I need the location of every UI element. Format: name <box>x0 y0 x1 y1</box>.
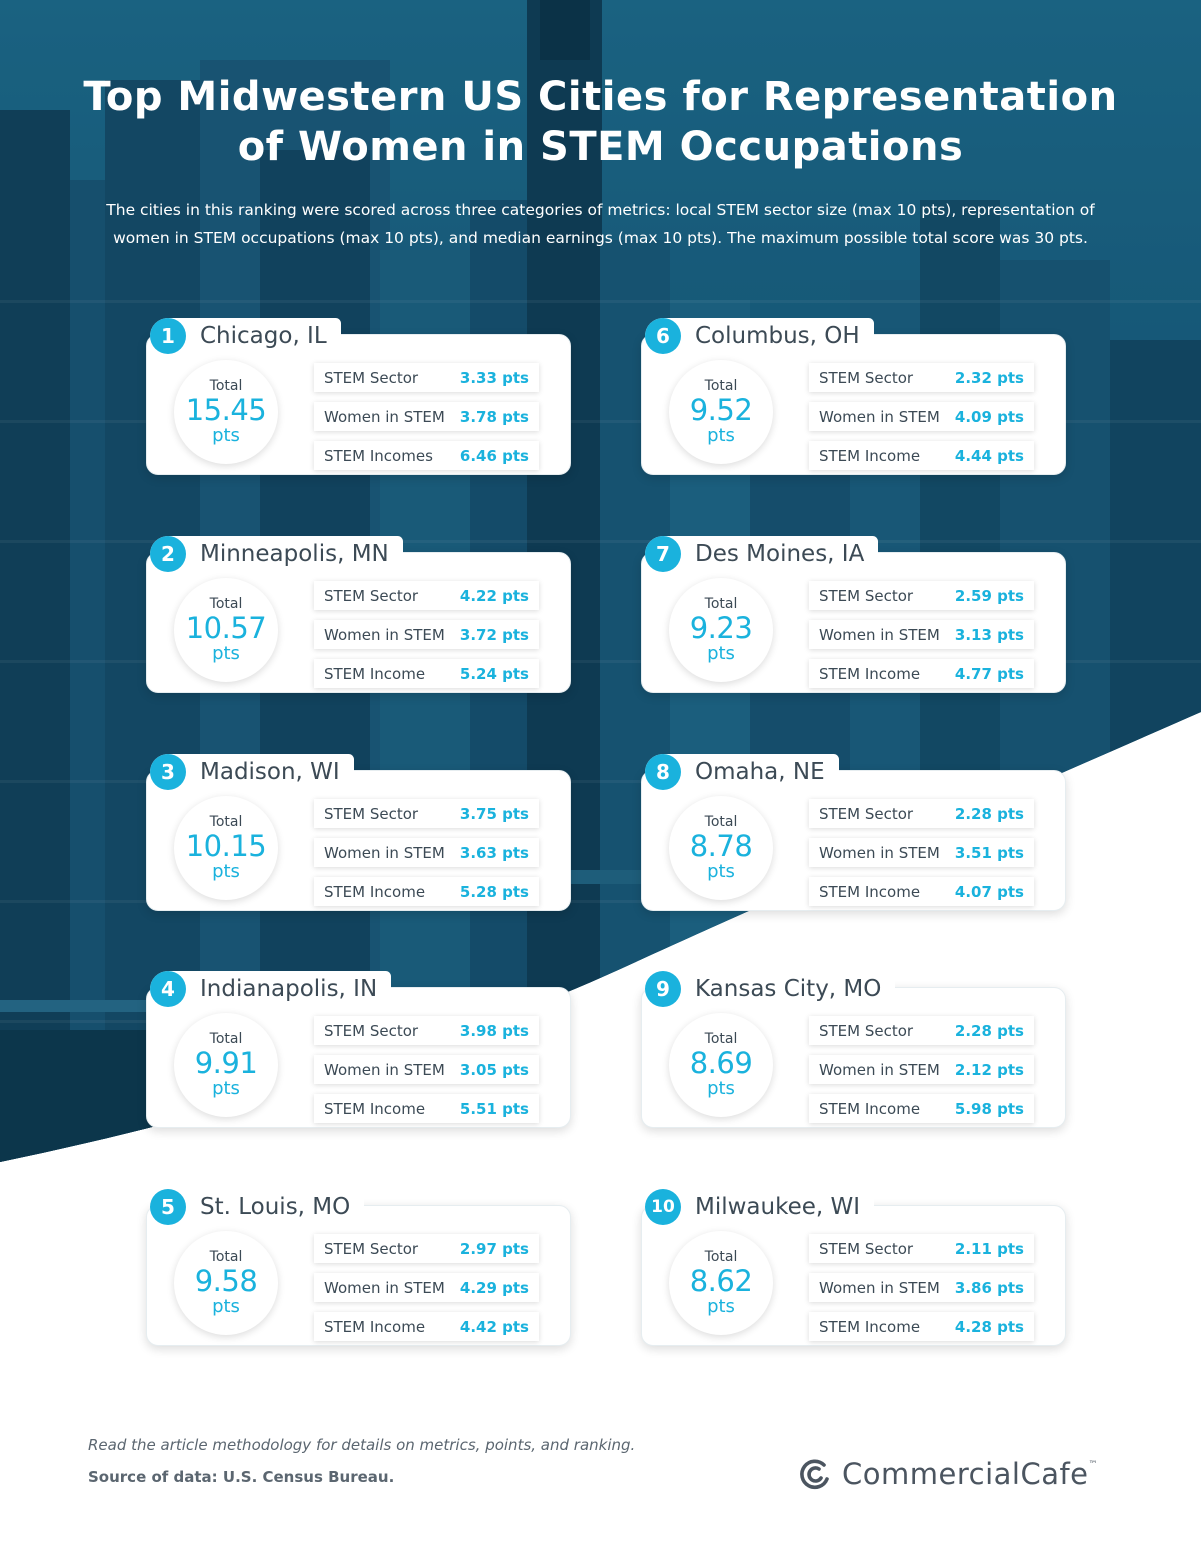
metric-label: STEM Income <box>819 446 921 465</box>
intro-line-2: women in STEM occupations (max 10 pts), and median earnings (max 10 pts). The maximum possible total score was 30 pts. <box>113 229 1088 247</box>
city-name: Indianapolis, IN <box>200 976 378 1002</box>
rank-badge: 10 <box>645 1189 681 1225</box>
metric-women-in-stem <box>314 1273 539 1302</box>
metric-stem-income <box>809 1094 1034 1123</box>
metric-value: 4.77 pts <box>954 664 1024 683</box>
metric-stem-income <box>314 1312 539 1341</box>
metric-label: STEM Sector <box>324 1021 419 1040</box>
metric-value: 6.46 pts <box>459 446 529 465</box>
total-label: Total <box>209 596 243 612</box>
total-value: 9.91 <box>194 1046 258 1080</box>
rank-badge: 6 <box>645 318 681 354</box>
total-score-circle <box>174 796 278 900</box>
metric-value: 3.13 pts <box>954 625 1024 644</box>
metric-stem-sector <box>314 1234 539 1263</box>
metric-label: STEM Income <box>819 882 921 901</box>
city-name: Omaha, NE <box>695 759 825 785</box>
metric-value: 4.07 pts <box>954 882 1024 901</box>
metric-stem-income <box>809 1312 1034 1341</box>
city-card-chicago <box>146 318 571 475</box>
total-value: 8.62 <box>689 1264 753 1298</box>
total-label: Total <box>704 596 738 612</box>
total-label: Total <box>704 378 738 394</box>
metric-stem-income <box>809 659 1034 688</box>
card-header <box>645 754 839 790</box>
metric-stem-sector <box>314 1016 539 1045</box>
metric-label: STEM Sector <box>819 804 914 823</box>
metric-value: 5.28 pts <box>459 882 529 901</box>
total-value: 15.45 <box>185 393 267 427</box>
card-header <box>645 971 895 1007</box>
metric-women-in-stem <box>809 838 1034 867</box>
methodology-note: Read the article methodology for details on metrics, points, and ranking. <box>88 1436 636 1454</box>
rank-badge: 7 <box>645 536 681 572</box>
metric-label: STEM Income <box>819 664 921 683</box>
city-card-st-louis <box>146 1189 571 1346</box>
metric-label: STEM Income <box>324 1099 426 1118</box>
city-card-madison <box>146 754 571 911</box>
total-unit: pts <box>707 861 735 882</box>
total-unit: pts <box>707 1078 735 1099</box>
metric-women-in-stem <box>809 620 1034 649</box>
title-line-1: Top Midwestern US Cities for Representation <box>83 74 1118 120</box>
total-unit: pts <box>707 1296 735 1317</box>
total-score-circle <box>174 1013 278 1117</box>
metric-stem-sector <box>809 363 1034 392</box>
metric-value: 2.59 pts <box>954 586 1024 605</box>
metric-stem-income <box>314 659 539 688</box>
metric-women-in-stem <box>314 402 539 431</box>
intro-text <box>100 196 1101 252</box>
metric-value: 3.51 pts <box>954 843 1024 862</box>
city-name: Minneapolis, MN <box>200 541 389 567</box>
total-unit: pts <box>212 1296 240 1317</box>
rank-badge: 8 <box>645 754 681 790</box>
metric-stem-sector <box>809 799 1034 828</box>
metric-stem-sector <box>314 363 539 392</box>
total-value: 8.78 <box>689 829 753 863</box>
rank-badge: 4 <box>150 971 186 1007</box>
metric-women-in-stem <box>314 1055 539 1084</box>
metric-label: STEM Incomes <box>324 446 433 465</box>
city-name: Columbus, OH <box>695 323 860 349</box>
rank-badge: 3 <box>150 754 186 790</box>
card-header <box>150 318 341 354</box>
metric-value: 2.32 pts <box>954 368 1024 387</box>
total-unit: pts <box>212 643 240 664</box>
title-line-2: of Women in STEM Occupations <box>237 124 964 170</box>
total-score-circle <box>669 796 773 900</box>
metric-women-in-stem <box>809 1273 1034 1302</box>
metric-value: 3.33 pts <box>459 368 529 387</box>
metric-stem-income <box>809 441 1034 470</box>
metric-value: 4.09 pts <box>954 407 1024 426</box>
city-card-kansas-city <box>641 971 1066 1128</box>
metric-label: STEM Income <box>819 1317 921 1336</box>
metric-value: 3.75 pts <box>459 804 529 823</box>
metric-value: 2.97 pts <box>459 1239 529 1258</box>
metric-value: 3.78 pts <box>459 407 529 426</box>
card-header <box>645 318 874 354</box>
total-value: 8.69 <box>689 1046 753 1080</box>
metric-label: STEM Income <box>324 882 426 901</box>
city-name: Milwaukee, WI <box>695 1194 861 1220</box>
city-card-omaha <box>641 754 1066 911</box>
metric-women-in-stem <box>809 1055 1034 1084</box>
metric-stem-sector <box>314 799 539 828</box>
metric-label: Women in STEM <box>819 1278 940 1297</box>
metric-value: 2.12 pts <box>954 1060 1024 1079</box>
card-header <box>150 1189 364 1225</box>
city-card-minneapolis <box>146 536 571 693</box>
metric-stem-income <box>809 877 1034 906</box>
card-header <box>150 971 391 1007</box>
total-score-circle <box>669 1231 773 1335</box>
metric-value: 5.24 pts <box>459 664 529 683</box>
metric-label: Women in STEM <box>819 407 940 426</box>
total-value: 9.23 <box>689 611 753 645</box>
total-label: Total <box>209 378 243 394</box>
total-score-circle <box>174 360 278 464</box>
metric-stem-income <box>314 877 539 906</box>
metric-value: 4.28 pts <box>954 1317 1024 1336</box>
total-unit: pts <box>707 643 735 664</box>
metric-stem-sector <box>809 1234 1034 1263</box>
metric-stem-sector <box>809 581 1034 610</box>
page-title <box>60 72 1141 172</box>
total-label: Total <box>209 1249 243 1265</box>
total-label: Total <box>704 1031 738 1047</box>
total-unit: pts <box>212 861 240 882</box>
brand-name: CommercialCafe <box>842 1457 1089 1491</box>
metric-value: 3.72 pts <box>459 625 529 644</box>
commercialcafe-logo-icon <box>798 1457 832 1491</box>
metric-label: Women in STEM <box>324 407 445 426</box>
metric-value: 4.22 pts <box>459 586 529 605</box>
total-label: Total <box>704 1249 738 1265</box>
city-name: St. Louis, MO <box>200 1194 351 1220</box>
total-unit: pts <box>707 425 735 446</box>
metric-value: 4.29 pts <box>459 1278 529 1297</box>
metric-label: STEM Sector <box>819 586 914 605</box>
metric-value: 3.63 pts <box>459 843 529 862</box>
total-score-circle <box>174 578 278 682</box>
city-name: Des Moines, IA <box>695 541 865 567</box>
metric-stem-sector <box>809 1016 1034 1045</box>
city-name: Kansas City, MO <box>695 976 882 1002</box>
metric-label: Women in STEM <box>324 625 445 644</box>
card-header <box>645 536 878 572</box>
metric-value: 4.42 pts <box>459 1317 529 1336</box>
metric-label: STEM Sector <box>819 368 914 387</box>
total-label: Total <box>209 1031 243 1047</box>
metric-value: 3.98 pts <box>459 1021 529 1040</box>
metric-label: STEM Sector <box>324 368 419 387</box>
metric-stem-income <box>314 1094 539 1123</box>
total-label: Total <box>704 814 738 830</box>
brand-logo[interactable] <box>798 1452 1098 1496</box>
metric-value: 2.28 pts <box>954 1021 1024 1040</box>
metric-value: 2.28 pts <box>954 804 1024 823</box>
metric-label: Women in STEM <box>819 843 940 862</box>
metric-label: Women in STEM <box>819 1060 940 1079</box>
total-value: 9.58 <box>194 1264 258 1298</box>
metric-label: STEM Sector <box>819 1021 914 1040</box>
metric-label: STEM Sector <box>819 1239 914 1258</box>
metric-value: 4.44 pts <box>954 446 1024 465</box>
total-value: 9.52 <box>689 393 753 427</box>
metric-women-in-stem <box>314 838 539 867</box>
intro-line-1: The cities in this ranking were scored across three categories of metrics: local STEM sector size (max 10 pts), representation of <box>106 201 1095 219</box>
metric-women-in-stem <box>809 402 1034 431</box>
metric-stem-sector <box>314 581 539 610</box>
metric-value: 3.05 pts <box>459 1060 529 1079</box>
city-name: Chicago, IL <box>200 323 327 349</box>
metric-label: Women in STEM <box>324 1278 445 1297</box>
total-value: 10.57 <box>185 611 267 645</box>
card-header <box>645 1189 874 1225</box>
city-card-milwaukee <box>641 1189 1066 1346</box>
metric-value: 3.86 pts <box>954 1278 1024 1297</box>
rank-badge: 9 <box>645 971 681 1007</box>
metric-label: STEM Income <box>819 1099 921 1118</box>
metric-label: Women in STEM <box>324 1060 445 1079</box>
metric-value: 5.98 pts <box>954 1099 1024 1118</box>
total-score-circle <box>669 578 773 682</box>
metric-stem-income <box>314 441 539 470</box>
trademark-symbol: ™ <box>1088 1460 1098 1470</box>
card-header <box>150 536 403 572</box>
metric-label: STEM Income <box>324 1317 426 1336</box>
total-value: 10.15 <box>185 829 267 863</box>
city-card-des-moines <box>641 536 1066 693</box>
city-name: Madison, WI <box>200 759 340 785</box>
metric-value: 2.11 pts <box>954 1239 1024 1258</box>
metric-label: STEM Sector <box>324 586 419 605</box>
metric-label: Women in STEM <box>819 625 940 644</box>
rank-badge: 5 <box>150 1189 186 1225</box>
city-card-indianapolis <box>146 971 571 1128</box>
total-label: Total <box>209 814 243 830</box>
metric-label: STEM Sector <box>324 804 419 823</box>
metric-value: 5.51 pts <box>459 1099 529 1118</box>
card-header <box>150 754 354 790</box>
metric-label: STEM Sector <box>324 1239 419 1258</box>
metric-label: STEM Income <box>324 664 426 683</box>
rank-badge: 2 <box>150 536 186 572</box>
metric-label: Women in STEM <box>324 843 445 862</box>
city-card-columbus <box>641 318 1066 475</box>
data-source: Source of data: U.S. Census Bureau. <box>88 1468 395 1486</box>
total-score-circle <box>669 360 773 464</box>
total-score-circle <box>669 1013 773 1117</box>
total-score-circle <box>174 1231 278 1335</box>
metric-women-in-stem <box>314 620 539 649</box>
rank-badge: 1 <box>150 318 186 354</box>
total-unit: pts <box>212 425 240 446</box>
total-unit: pts <box>212 1078 240 1099</box>
